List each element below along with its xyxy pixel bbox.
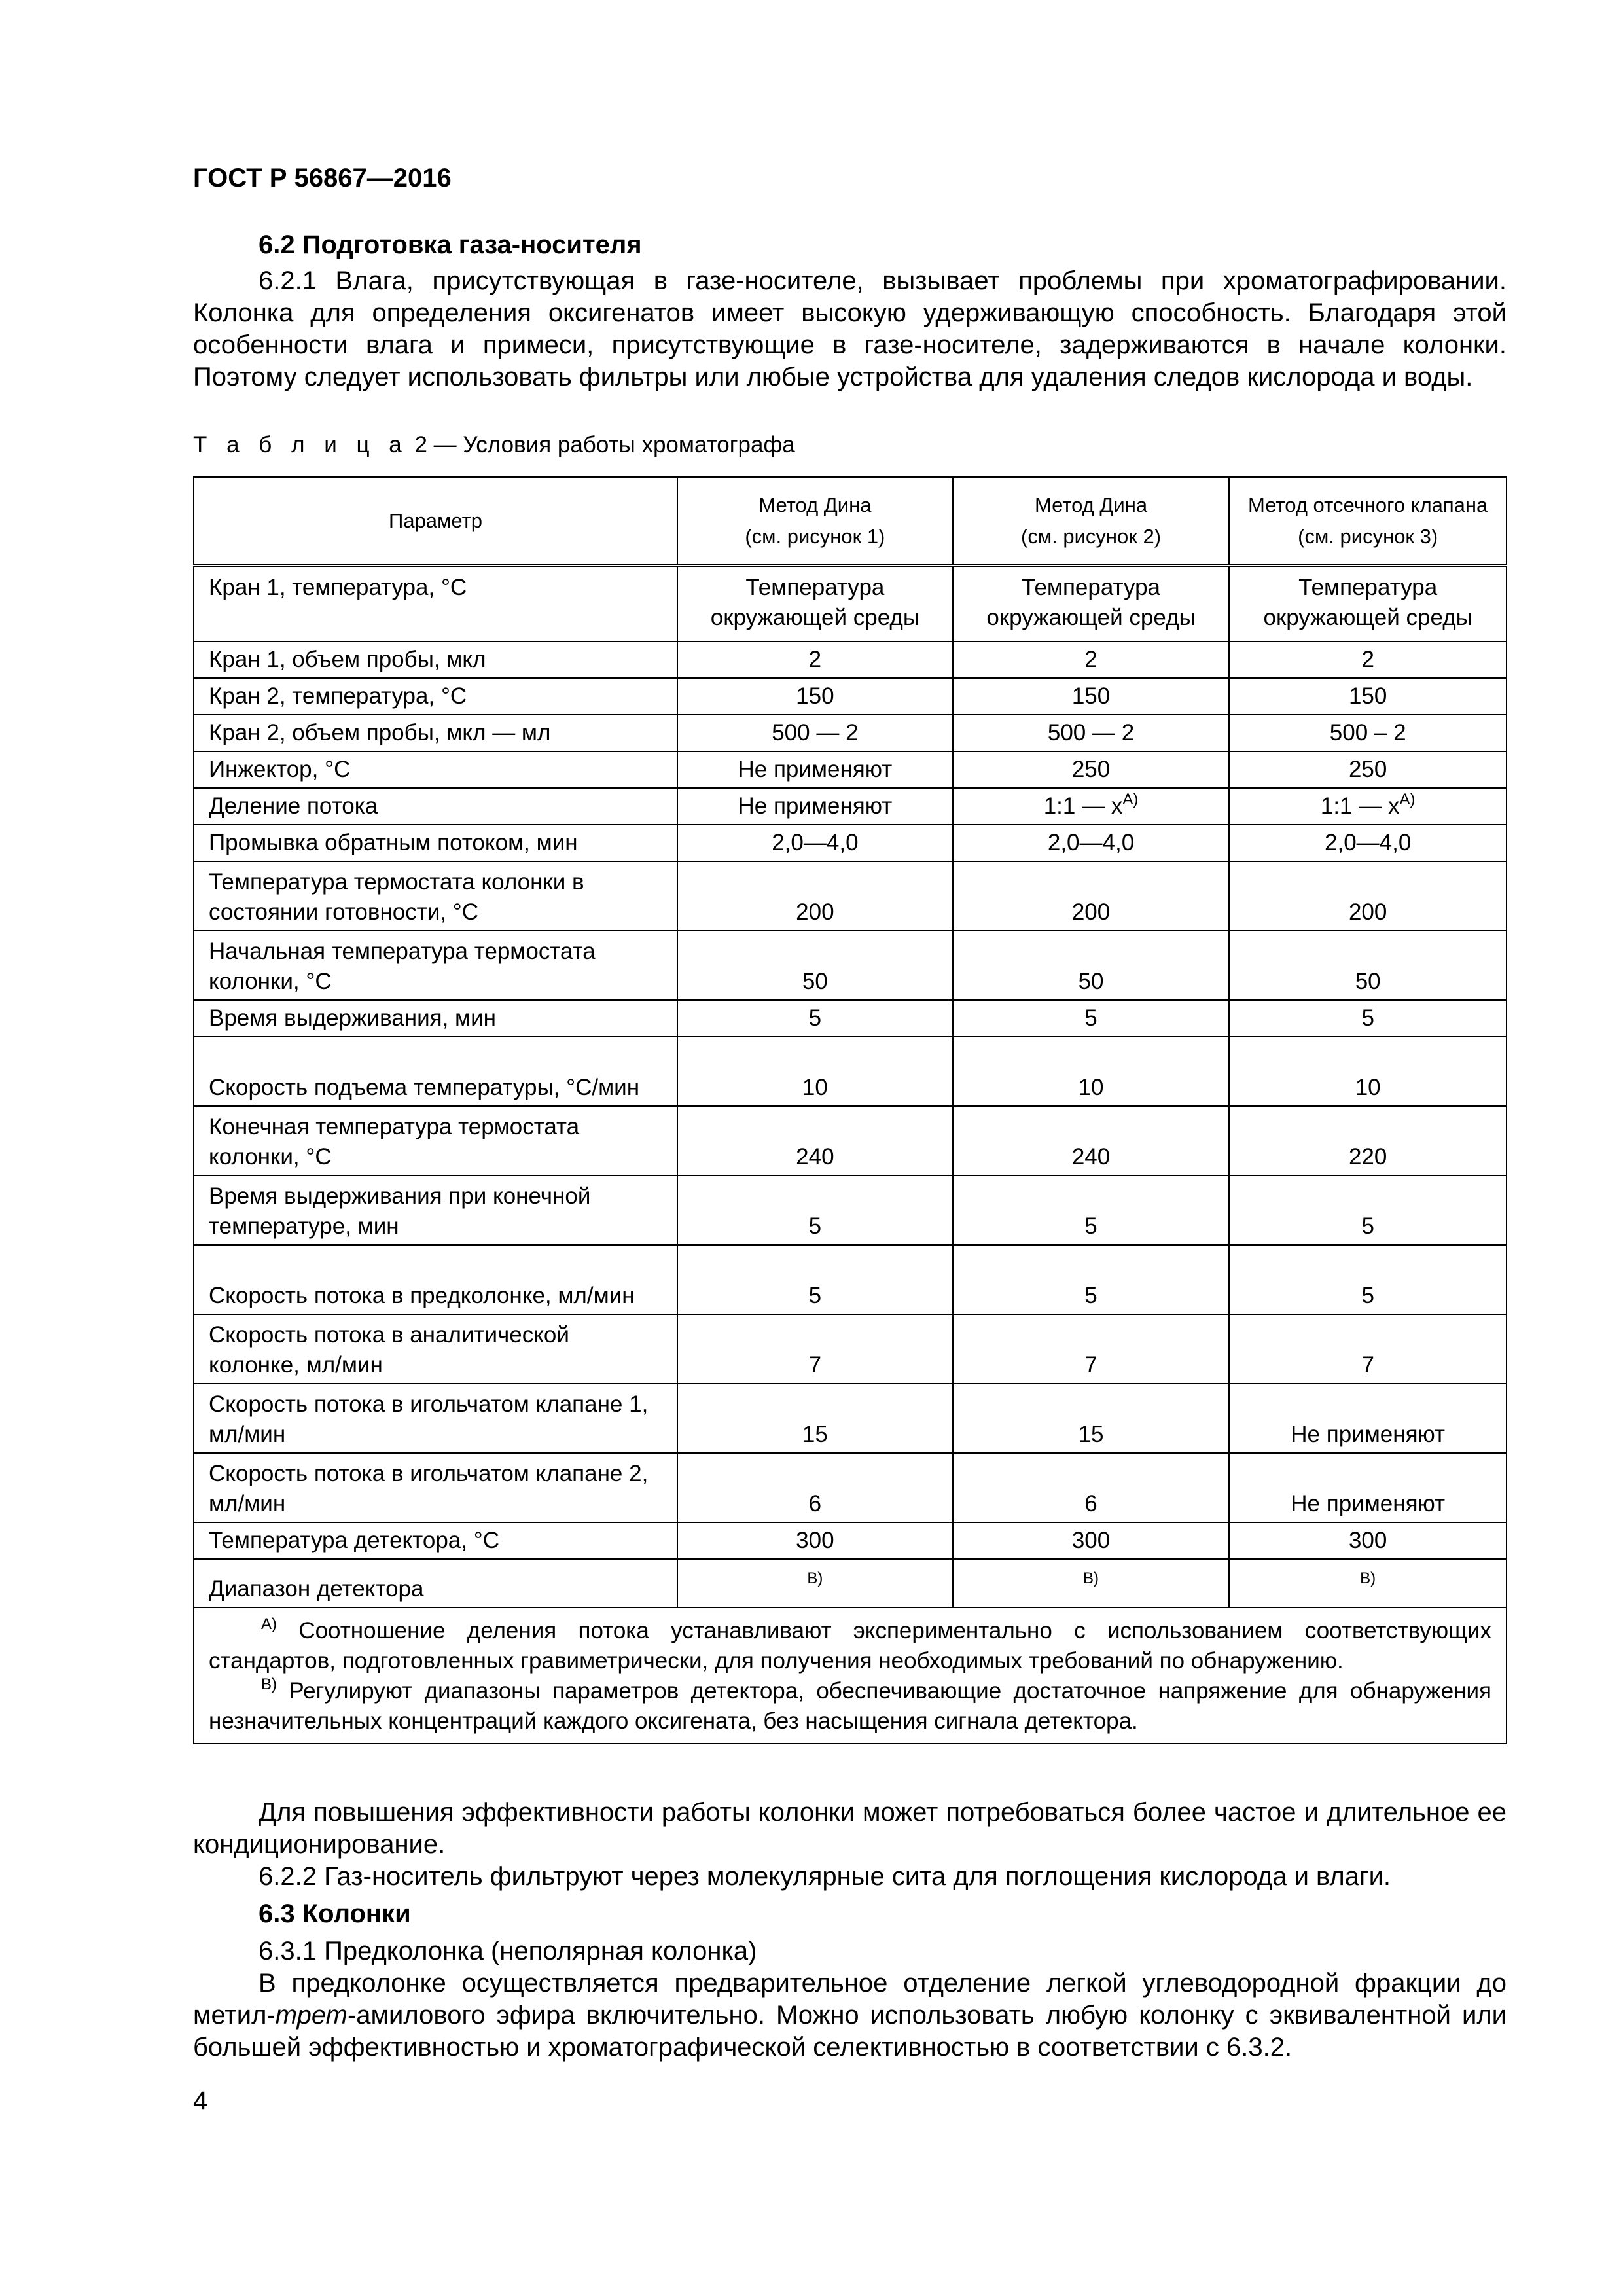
paragraph-6-2-2: 6.2.2 Газ-носитель фильтруют через молекулярные сита для поглощения кислорода и влаги. — [259, 1862, 1391, 1891]
value-cell: 15 — [953, 1384, 1230, 1453]
after-table-text — [193, 1797, 1507, 2064]
table-row — [194, 861, 1507, 931]
param-cell: Скорость потока в аналитической колонке, мл/мин — [194, 1314, 677, 1384]
param-cell: Конечная температура термостата колонки, °С — [194, 1106, 677, 1175]
value-cell: 6 — [677, 1453, 953, 1522]
table-row — [194, 1314, 1507, 1384]
column-header-parameter: Параметр — [194, 477, 677, 565]
section-title-6-3: 6.3 Колонки — [259, 1899, 411, 1928]
value-cell: 200 — [677, 861, 953, 931]
table-row — [194, 641, 1507, 678]
section-title-6-2: 6.2 Подготовка газа-носителя — [259, 230, 642, 259]
footnote-a-marker: A) — [1122, 791, 1139, 808]
param-cell: Начальная температура термостата колонки, °С — [194, 931, 677, 1000]
table-row — [194, 715, 1507, 751]
value-cell: 300 — [1229, 1522, 1507, 1559]
value-cell: 240 — [953, 1106, 1230, 1175]
value-cell: 200 — [1229, 861, 1507, 931]
value-cell: 5 — [677, 1000, 953, 1037]
value-cell: 15 — [677, 1384, 953, 1453]
value-cell: 5 — [677, 1175, 953, 1245]
value-cell: Температура окружающей среды — [1229, 565, 1507, 641]
table-caption — [193, 432, 795, 458]
table-caption-prefix: Т а б л и ц а — [193, 432, 408, 457]
footnote-a-label: A) — [261, 1615, 277, 1633]
param-cell: Кран 1, температура, °С — [194, 565, 677, 641]
chromatograph-conditions-table — [193, 476, 1507, 1744]
value-cell: 5 — [953, 1245, 1230, 1314]
value-cell: Не применяют — [1229, 1453, 1507, 1522]
table-header-row — [194, 477, 1507, 565]
value-cell: 2,0—4,0 — [677, 825, 953, 861]
table-row — [194, 1384, 1507, 1453]
value-cell: 2 — [1229, 641, 1507, 678]
value-cell: 2 — [677, 641, 953, 678]
value-cell: 7 — [1229, 1314, 1507, 1384]
column-header-dean-method-2: Метод Дина (см. рисунок 2) — [953, 477, 1230, 565]
param-cell: Кран 2, объем пробы, мкл — мл — [194, 715, 677, 751]
value-cell: 1:1 — x$^{A)}$ — [1229, 788, 1507, 825]
table-row — [194, 1175, 1507, 1245]
value-cell: 250 — [953, 751, 1230, 788]
value-cell: Температура окружающей среды — [953, 565, 1230, 641]
value-cell: Температура окружающей среды — [677, 565, 953, 641]
table-row — [194, 1245, 1507, 1314]
page-number: 4 — [193, 2087, 208, 2115]
value-cell: 500 – 2 — [1229, 715, 1507, 751]
footnote-b-marker: B) — [1229, 1559, 1507, 1607]
value-cell: 5 — [677, 1245, 953, 1314]
table-row — [194, 825, 1507, 861]
param-cell: Диапазон детектора — [194, 1559, 677, 1607]
value-cell: 5 — [953, 1175, 1230, 1245]
value-cell: 200 — [953, 861, 1230, 931]
value-cell: 5 — [1229, 1175, 1507, 1245]
value-cell: 150 — [677, 678, 953, 715]
value-cell: 220 — [1229, 1106, 1507, 1175]
table-row — [194, 1037, 1507, 1106]
paragraph-6-2-1: 6.2.1 Влага, присутствующая в газе-носителе, вызывает проблемы при хроматографировании. Колонка для определения оксигенатов имеет высокую удерживающую способность. Благодаря этой особенности влага и примеси, присутствующие в газе-носителе, задерживаются в начале колонки. Поэтому следует использовать фильтры или любые устройства для удаления следов кислорода и воды. — [193, 266, 1507, 391]
column-header-dean-method-1: Метод Дина (см. рисунок 1) — [677, 477, 953, 565]
table-row — [194, 1559, 1507, 1607]
table-row — [194, 1106, 1507, 1175]
footnote-b-marker: B) — [953, 1559, 1230, 1607]
value-cell: 50 — [953, 931, 1230, 1000]
param-cell: Кран 2, температура, °С — [194, 678, 677, 715]
param-cell: Температура детектора, °С — [194, 1522, 677, 1559]
param-cell: Промывка обратным потоком, мин — [194, 825, 677, 861]
column-header-cutoff-valve-method: Метод отсечного клапана (см. рисунок 3) — [1229, 477, 1507, 565]
table-notes — [194, 1607, 1507, 1744]
table-row — [194, 751, 1507, 788]
table-notes-row — [194, 1607, 1507, 1744]
value-cell: 50 — [1229, 931, 1507, 1000]
value-cell: 250 — [1229, 751, 1507, 788]
value-cell: 300 — [953, 1522, 1230, 1559]
param-cell: Скорость потока в предколонке, мл/мин — [194, 1245, 677, 1314]
footnote-a-marker: A) — [1399, 791, 1416, 808]
table-row — [194, 1522, 1507, 1559]
value-cell: 6 — [953, 1453, 1230, 1522]
value-cell: Не применяют — [677, 788, 953, 825]
param-cell: Кран 1, объем пробы, мкл — [194, 641, 677, 678]
value-cell: 300 — [677, 1522, 953, 1559]
value-cell: 10 — [677, 1037, 953, 1106]
value-cell: 500 — 2 — [953, 715, 1230, 751]
paragraph-conditioning: Для повышения эффективности работы колонки может потребоваться более частое и длительное ее кондиционирование. — [193, 1798, 1507, 1859]
value-cell: 2,0—4,0 — [1229, 825, 1507, 861]
param-cell: Температура термостата колонки в состоянии готовности, °С — [194, 861, 677, 931]
value-cell: 150 — [953, 678, 1230, 715]
value-cell: 10 — [1229, 1037, 1507, 1106]
value-cell: 5 — [1229, 1000, 1507, 1037]
value-cell: 5 — [1229, 1245, 1507, 1314]
value-cell: Не применяют — [1229, 1384, 1507, 1453]
table-caption-title: 2 — Условия работы хроматографа — [408, 432, 795, 457]
value-cell: 2 — [953, 641, 1230, 678]
param-cell: Время выдерживания при конечной температуре, мин — [194, 1175, 677, 1245]
value-cell: 7 — [677, 1314, 953, 1384]
param-cell: Деление потока — [194, 788, 677, 825]
value-cell: 50 — [677, 931, 953, 1000]
param-cell: Инжектор, °С — [194, 751, 677, 788]
table-row — [194, 931, 1507, 1000]
section-6-2 — [193, 229, 1507, 393]
value-cell: 10 — [953, 1037, 1230, 1106]
value-cell: 5 — [953, 1000, 1230, 1037]
value-cell: 150 — [1229, 678, 1507, 715]
table-row — [194, 565, 1507, 641]
footnote-b-label: B) — [261, 1676, 277, 1693]
footnote-b: $^{B)}$ Регулируют диапазоны параметров детектора, обеспечивающие достаточное напряжение для обнаружения незначительных концентраций каждого оксигената, без насыщения сигнала детектора. — [209, 1676, 1491, 1734]
value-cell: 500 — 2 — [677, 715, 953, 751]
table-row — [194, 678, 1507, 715]
table-row — [194, 1000, 1507, 1037]
value-cell: 1:1 — x$^{A)}$ — [953, 788, 1230, 825]
value-cell: Не применяют — [677, 751, 953, 788]
value-cell: 240 — [677, 1106, 953, 1175]
paragraph-precolumn: В предколонке осуществляется предварительное отделение легкой углеводородной фракции до метил-трет-амилового эфира включительно. Можно использовать любую колонку с эквивалентной или большей эффективностью и хроматографической селективностью в соответствии с 6.3.2. — [193, 1969, 1507, 2062]
table-row — [194, 788, 1507, 825]
footnote-b-marker: B) — [677, 1559, 953, 1607]
table-row — [194, 1453, 1507, 1522]
param-cell: Скорость потока в игольчатом клапане 2, мл/мин — [194, 1453, 677, 1522]
footnote-a: $^{A)}$ Соотношение деления потока устанавливают экспериментально с использованием соответствующих стандартов, подготовленных гравиметрически, для получения необходимых требований по обнаружению. — [209, 1615, 1491, 1674]
document-id-header: ГОСТ Р 56867—2016 — [193, 164, 452, 192]
param-cell: Время выдерживания, мин — [194, 1000, 677, 1037]
value-cell: 2,0—4,0 — [953, 825, 1230, 861]
paragraph-6-3-1: 6.3.1 Предколонка (неполярная колонка) — [259, 1937, 757, 1965]
param-cell: Скорость подъема температуры, °С/мин — [194, 1037, 677, 1106]
value-cell: 7 — [953, 1314, 1230, 1384]
param-cell: Скорость потока в игольчатом клапане 1, мл/мин — [194, 1384, 677, 1453]
